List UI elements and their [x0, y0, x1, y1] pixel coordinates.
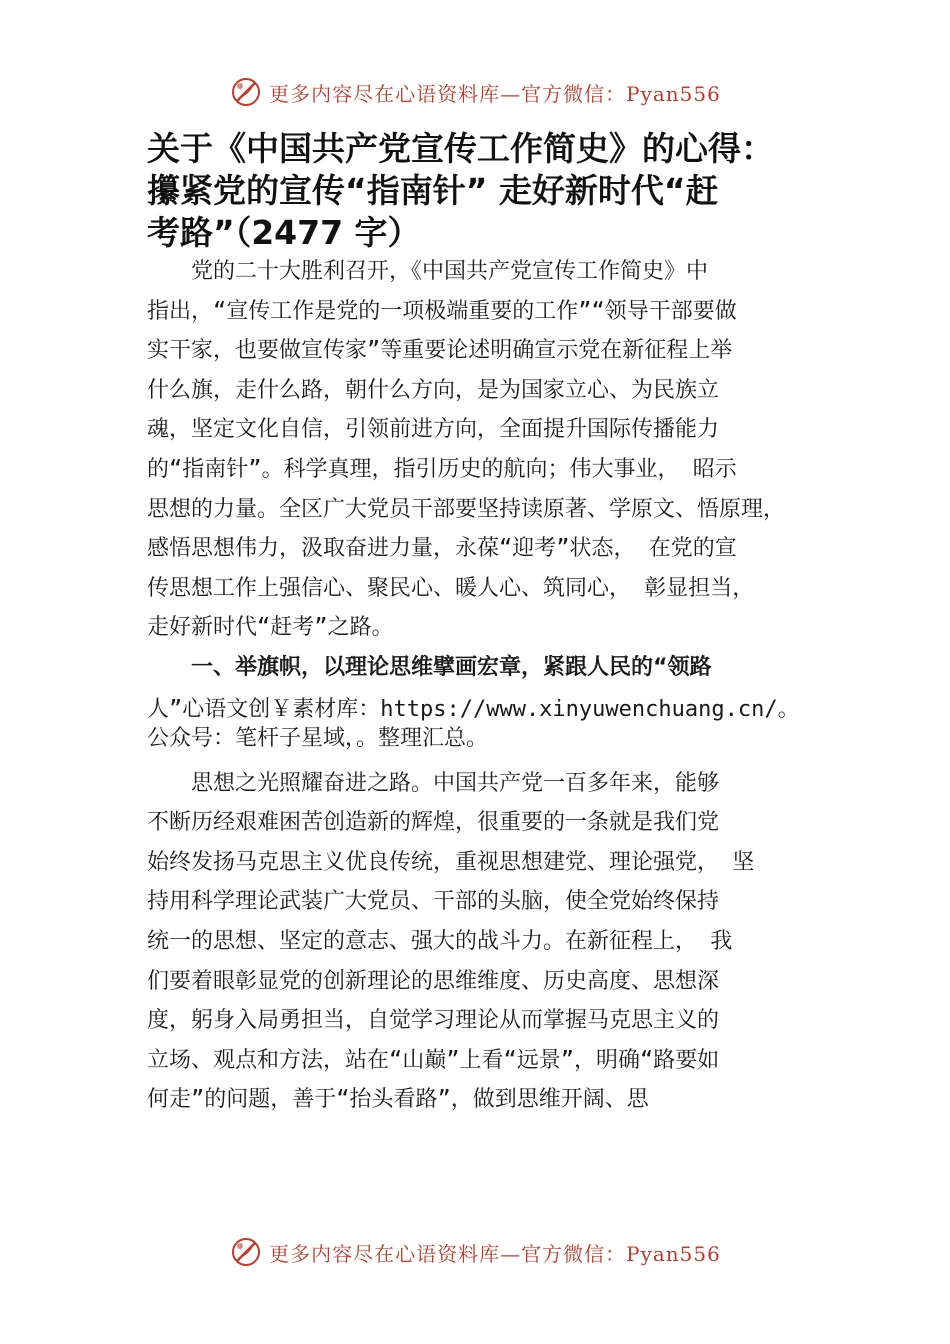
source-note	[147, 688, 847, 754]
text-line: 何走”的问题，善于“抬头看路”，做到思维开阔、思	[147, 1087, 649, 1113]
quill-logo-icon	[229, 75, 263, 109]
text-line: 度，躬身入局勇担当，自觉学习理论从而掌握马克思主义的	[147, 1008, 720, 1034]
title-line: 攥紧党的宣传“指南针” 走好新时代“赶	[147, 171, 719, 210]
header-banner	[0, 70, 950, 114]
title-line: 关于《中国共产党宣传工作简史》的心得：	[147, 129, 774, 168]
text-line: 统一的思想、坚定的意志、强大的战斗力。在新征程上， 我	[147, 928, 733, 954]
text-line: 不断历经艰难困苦创造新的辉煌，很重要的一条就是我们党	[147, 810, 720, 836]
banner-text: 更多内容尽在心语资料库—官方微信：Pyan556	[269, 1241, 721, 1266]
banner-text: 更多内容尽在心语资料库—官方微信：Pyan556	[269, 81, 721, 106]
text-line: 党的二十大胜利召开，《中国共产党宣传工作简史》中	[147, 259, 709, 284]
title-line: 考路”（2477 字）	[147, 213, 421, 252]
document-title	[147, 128, 827, 254]
text-line: 的“指南针”。科学真理，指引历史的航向；伟大事业， 昭示	[147, 456, 737, 482]
text-line: 魂，坚定文化自信，引领前进方向，全面提升国际传播能力	[147, 417, 720, 443]
text-line: 传思想工作上强信心、聚民心、暖人心、筑同心， 彰显担当，	[147, 575, 755, 601]
text-line: 们要着眼彰显党的创新理论的思维维度、历史高度、思想深	[147, 968, 720, 994]
text-line: 走好新时代“赶考”之路。	[147, 615, 394, 641]
text-line: 思想的力量。全区广大党员干部要坚持读原著、学原文、悟原理，	[147, 496, 786, 522]
text-line: 感悟思想伟力，汲取奋进力量，永葆“迎考”状态， 在党的宣	[147, 536, 737, 562]
paragraph-intro	[147, 252, 847, 648]
text-line: 什么旗，走什么路，朝什么方向，是为国家立心、为民族立	[147, 377, 720, 403]
section-heading: 一、举旗帜，以理论思维擘画宏章，紧跟人民的“领路	[147, 654, 712, 680]
text-line: 持用科学理论武装广大党员、干部的头脑，使全党始终保持	[147, 889, 720, 915]
text-line: 始终发扬马克思主义优良传统，重视思想建党、理论强党， 坚	[147, 849, 755, 875]
text-line: 立场、观点和方法，站在“山巅”上看“远景”，明确“路要如	[147, 1047, 720, 1073]
text-line: 实干家，也要做宣传家”等重要论述明确宣示党在新征程上举	[147, 338, 733, 364]
text-line: 公众号：笔杆子星域，。整理汇总。	[147, 725, 489, 751]
text-line: 人”心语文创￥素材库：https://www.xinyuwenchuang.cn/。	[147, 696, 800, 722]
footer-banner	[0, 1230, 950, 1274]
document-body	[147, 252, 847, 1120]
quill-logo-icon	[229, 1235, 263, 1269]
text-line: 指出，“宣传工作是党的一项极端重要的工作”“领导干部要做	[147, 298, 737, 324]
paragraph-2	[147, 764, 847, 1120]
text-line: 思想之光照耀奋进之路。中国共产党一百多年来，能够	[147, 770, 720, 796]
